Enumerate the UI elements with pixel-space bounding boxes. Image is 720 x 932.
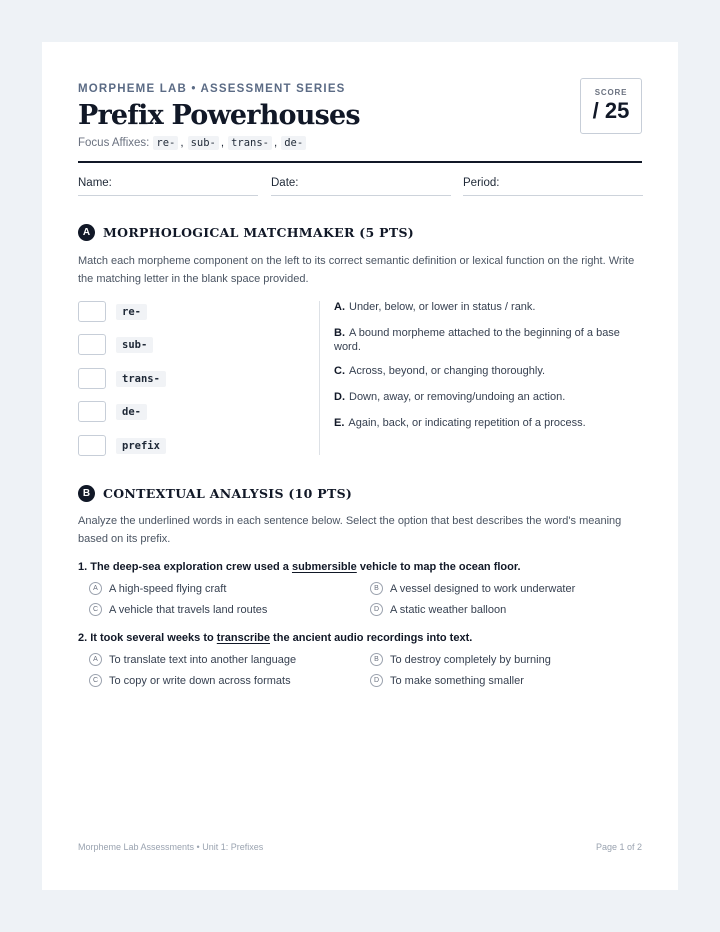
match-row bbox=[78, 435, 166, 456]
answer-box[interactable] bbox=[78, 368, 106, 389]
option-text: To translate text into another language bbox=[109, 653, 297, 666]
definition-text: Across, beyond, or changing thoroughly. bbox=[349, 365, 546, 377]
option-circle: D bbox=[370, 674, 383, 687]
definition-letter: D. bbox=[334, 391, 345, 403]
option-circle: A bbox=[89, 582, 102, 595]
answer-box[interactable] bbox=[78, 301, 106, 322]
section-badge: A bbox=[78, 224, 95, 241]
answer-option[interactable] bbox=[89, 603, 267, 616]
date-label: Date: bbox=[271, 177, 299, 189]
answer-option[interactable] bbox=[370, 653, 551, 666]
definition-item bbox=[334, 300, 634, 314]
section-title: CONTEXTUAL ANALYSIS (10 PTS) bbox=[103, 486, 353, 501]
affix-code: de- bbox=[281, 136, 306, 150]
match-row bbox=[78, 334, 153, 355]
definition-letter: A. bbox=[334, 301, 345, 313]
answer-option[interactable] bbox=[370, 603, 506, 616]
question-prompt: 2. It took several weeks to transcribe the ancient audio recordings into text. bbox=[78, 632, 473, 644]
answer-option[interactable] bbox=[89, 582, 226, 595]
morpheme-code: prefix bbox=[116, 438, 166, 454]
morpheme-code: de- bbox=[116, 404, 147, 420]
answer-option[interactable] bbox=[89, 674, 291, 687]
header-divider bbox=[78, 161, 642, 163]
page-title: Prefix Powerhouses bbox=[78, 100, 360, 131]
score-value: / 25 bbox=[592, 98, 630, 123]
period-field[interactable] bbox=[463, 177, 643, 196]
affix-code: sub- bbox=[188, 136, 219, 150]
definition-text: Under, below, or lower in status / rank. bbox=[349, 301, 536, 313]
focus-label: Focus Affixes: bbox=[78, 137, 150, 149]
definition-letter: C. bbox=[334, 365, 345, 377]
answer-option[interactable] bbox=[89, 653, 296, 666]
morpheme-code: re- bbox=[116, 304, 147, 320]
option-circle: D bbox=[370, 603, 383, 616]
option-text: A static weather balloon bbox=[390, 603, 507, 616]
affix-code: re- bbox=[153, 136, 178, 150]
name-label: Name: bbox=[78, 177, 112, 189]
option-circle: A bbox=[89, 653, 102, 666]
option-circle: C bbox=[89, 674, 102, 687]
morpheme-code: sub- bbox=[116, 337, 153, 353]
answer-option[interactable] bbox=[370, 582, 575, 595]
answer-box[interactable] bbox=[78, 334, 106, 355]
option-text: A high-speed flying craft bbox=[109, 582, 227, 595]
option-circle: B bbox=[370, 582, 383, 595]
option-text: A vehicle that travels land routes bbox=[109, 603, 268, 616]
definition-item bbox=[334, 390, 634, 404]
definition-letter: E. bbox=[334, 417, 345, 429]
definition-letter: B. bbox=[334, 327, 345, 339]
name-field[interactable] bbox=[78, 177, 258, 196]
definition-text: Down, away, or removing/undoing an action. bbox=[349, 391, 566, 403]
section-title: MORPHOLOGICAL MATCHMAKER (5 PTS) bbox=[103, 225, 414, 240]
definition-item bbox=[334, 364, 634, 378]
option-text: To destroy completely by burning bbox=[390, 653, 551, 666]
period-label: Period: bbox=[463, 177, 500, 189]
morpheme-code: trans- bbox=[116, 371, 166, 387]
page-number: Page 1 of 2 bbox=[595, 842, 642, 852]
column-divider bbox=[319, 301, 320, 455]
option-text: To make something smaller bbox=[390, 674, 524, 687]
score-box bbox=[580, 78, 642, 134]
section-a-instructions: Match each morpheme component on the left to its correct semantic definition or lexical function on the right. Write the matching letter in the blank space provided. bbox=[78, 255, 635, 285]
option-text: A vessel designed to work underwater bbox=[390, 582, 576, 595]
date-field[interactable] bbox=[271, 177, 451, 196]
question-prompt: 1. The deep-sea exploration crew used a submersible vehicle to map the ocean floor. bbox=[78, 561, 521, 573]
answer-box[interactable] bbox=[78, 401, 106, 422]
match-row bbox=[78, 301, 147, 322]
answer-box[interactable] bbox=[78, 435, 106, 456]
answer-option[interactable] bbox=[370, 674, 524, 687]
underlined-word: transcribe bbox=[216, 632, 270, 644]
score-label: SCORE bbox=[594, 88, 628, 97]
page-content bbox=[78, 42, 642, 890]
section-badge: B bbox=[78, 485, 95, 502]
option-circle: B bbox=[370, 653, 383, 666]
definition-item bbox=[334, 416, 634, 430]
underlined-word: submersible bbox=[291, 561, 357, 573]
match-row bbox=[78, 368, 166, 389]
definition-item bbox=[334, 326, 634, 354]
option-circle: C bbox=[89, 603, 102, 616]
affix-code: trans- bbox=[228, 136, 272, 150]
section-b-instructions: Analyze the underlined words in each sentence below. Select the option that best describes the word's meaning based on its prefix. bbox=[78, 515, 622, 545]
match-row bbox=[78, 401, 147, 422]
section-b-header bbox=[78, 485, 352, 502]
option-text: To copy or write down across formats bbox=[109, 674, 291, 687]
worksheet-page bbox=[42, 42, 678, 890]
definition-text: Again, back, or indicating repetition of a process. bbox=[348, 417, 586, 429]
definition-text: A bound morpheme attached to the beginning of a base word. bbox=[334, 327, 620, 353]
section-a-header bbox=[78, 224, 414, 241]
series-kicker: MORPHEME LAB • ASSESSMENT SERIES bbox=[78, 83, 346, 95]
footer-left: Morpheme Lab Assessments • Unit 1: Prefixes bbox=[78, 842, 264, 852]
focus-affixes: Focus Affixes: re- , sub- , trans- , de- bbox=[78, 136, 306, 150]
